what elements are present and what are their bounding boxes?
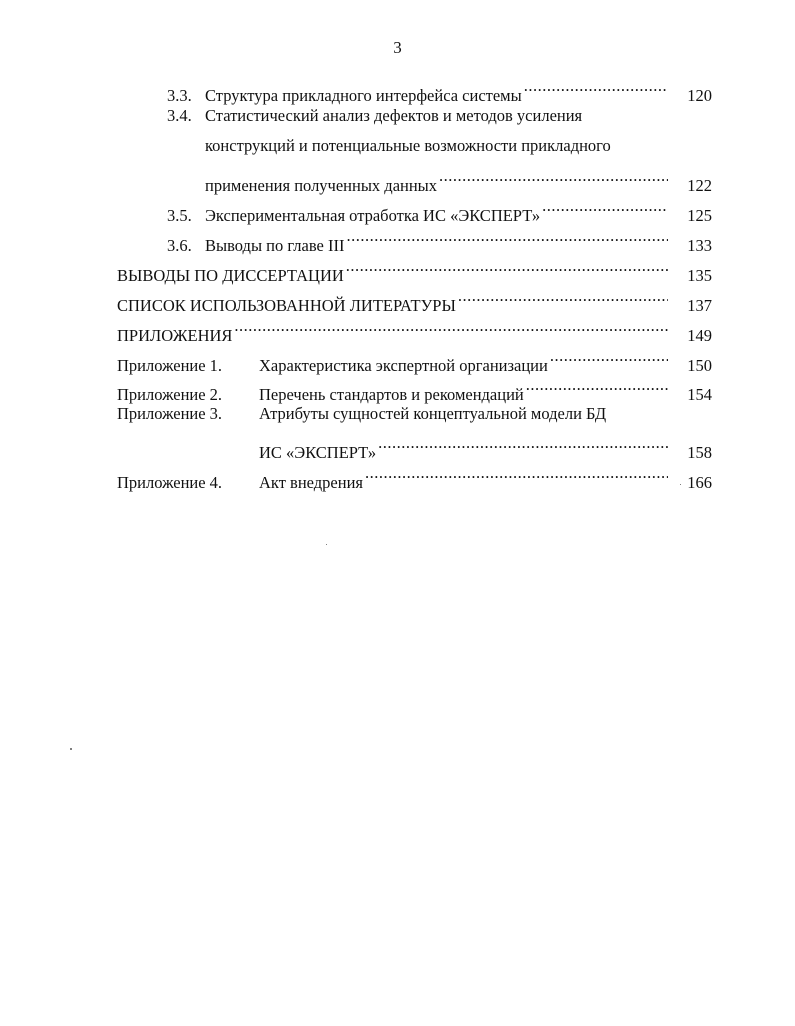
- section-number: 3.6.: [167, 236, 192, 255]
- appendix-label: Приложение 4.: [117, 473, 223, 492]
- page-ref: 158: [687, 443, 712, 462]
- scan-speck: [326, 544, 327, 545]
- toc-entry-appendix-4: [117, 458, 712, 492]
- dot-leader: [346, 251, 668, 281]
- page-ref: 166: [687, 473, 712, 492]
- toc-entry-appendix-2: [117, 370, 712, 404]
- section-number: 3.4.: [167, 106, 192, 125]
- page-ref: 125: [687, 206, 712, 225]
- dot-leader: [234, 311, 668, 341]
- toc-entry-appendix-3-cont: [259, 428, 712, 462]
- dot-leader: [524, 71, 668, 101]
- toc-entry-3-4-cont1: [205, 131, 712, 161]
- toc-entry-3-5: [167, 191, 712, 225]
- page-ref: 133: [687, 236, 712, 255]
- scan-speck: [680, 484, 681, 485]
- appendix-label: Приложение 3.: [117, 404, 223, 423]
- appendix-title: Характеристика экспертной организации: [259, 356, 548, 375]
- chapter-title: ПРИЛОЖЕНИЯ: [117, 326, 233, 345]
- page-number: 3: [393, 38, 402, 57]
- appendix-title-continued: ИС «ЭКСПЕРТ»: [259, 443, 377, 462]
- toc-entry-3-3: [167, 71, 712, 105]
- section-title: Статистический анализ дефектов и методов усиления: [205, 106, 583, 125]
- page-ref: 120: [687, 86, 712, 105]
- page-ref: 122: [687, 176, 712, 195]
- appendix-label: Приложение 2.: [117, 385, 223, 404]
- section-title: Структура прикладного интерфейса системы: [205, 86, 522, 105]
- chapter-title: ВЫВОДЫ ПО ДИССЕРТАЦИИ: [117, 266, 344, 285]
- appendix-title: Акт внедрения: [259, 473, 363, 492]
- dot-leader: [458, 281, 668, 311]
- toc-entry-appendix-1: [117, 341, 712, 375]
- appendix-label: Приложение 1.: [117, 356, 223, 375]
- toc-entry-3-4: [167, 101, 712, 131]
- section-title: Экспериментальная отработка ИС «ЭКСПЕРТ»: [205, 206, 541, 225]
- page-ref: 150: [687, 356, 712, 375]
- page-ref: 137: [687, 296, 712, 315]
- appendix-title: Перечень стандартов и рекомендаций: [259, 385, 524, 404]
- dot-leader: [439, 161, 668, 191]
- section-title: Выводы по главе III: [205, 236, 345, 255]
- toc-entry-3-4-cont2: [205, 161, 712, 195]
- section-number: 3.3.: [167, 86, 192, 105]
- section-title-continued: конструкций и потенциальные возможности прикладного: [205, 136, 611, 155]
- dot-leader: [526, 370, 668, 400]
- dot-leader: [550, 341, 668, 371]
- appendix-title: Атрибуты сущностей концептуальной модели БД: [259, 404, 607, 423]
- toc-entry-appendix-3: [117, 399, 712, 429]
- page-ref: 154: [687, 385, 712, 404]
- section-number: 3.5.: [167, 206, 192, 225]
- dot-leader: [365, 458, 668, 488]
- chapter-title: СПИСОК ИСПОЛЬЗОВАННОЙ ЛИТЕРАТУРЫ: [117, 296, 456, 315]
- toc-entry-references: [117, 281, 712, 315]
- page-ref: 149: [687, 326, 712, 345]
- toc-entry-conclusions: [117, 251, 712, 285]
- section-title-continued: применения полученных данных: [205, 176, 438, 195]
- dot-leader: [378, 428, 668, 458]
- dot-leader: [346, 221, 668, 251]
- dot-leader: [542, 191, 668, 221]
- toc-entry-appendices: [117, 311, 712, 345]
- page-ref: 135: [687, 266, 712, 285]
- toc-entry-3-6: [167, 221, 712, 255]
- scan-speck: [70, 748, 72, 750]
